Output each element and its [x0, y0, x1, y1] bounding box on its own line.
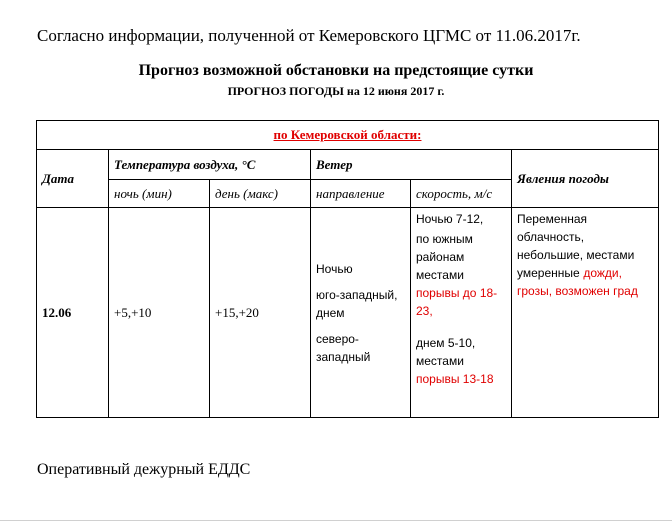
speed-subheader: скорость, м/с	[411, 180, 512, 208]
temperature-header: Температура воздуха, °С	[109, 150, 311, 180]
speed-south: по южным районам местами	[416, 232, 473, 282]
night-subheader: ночь (мин)	[109, 180, 210, 208]
speed-night: Ночью 7-12,	[416, 212, 484, 226]
night-temp-cell: +5,+10	[109, 208, 210, 418]
direction-night-label: Ночью	[316, 261, 353, 276]
speed-cell	[411, 208, 512, 418]
page-bottom-divider	[0, 520, 672, 521]
direction-day-value: северо-западный	[316, 331, 371, 364]
speed-gusts-night: порывы до 18-23,	[416, 286, 498, 318]
speed-day: днем 5-10, местами	[416, 336, 476, 368]
phenomena-red: дожди, грозы, возможен град	[517, 266, 638, 298]
date-cell: 12.06	[37, 208, 109, 418]
wind-header: Ветер	[311, 150, 512, 180]
phenomena-cell	[512, 208, 659, 418]
region-row	[37, 121, 659, 150]
direction-night-value: юго-западный, днем	[316, 287, 398, 320]
document-title: Прогноз возможной обстановки на предстоящие сутки	[138, 62, 534, 79]
phenomena-header: Явления погоды	[512, 150, 659, 208]
speed-gusts-day: порывы 13-18	[416, 372, 494, 386]
header-row	[37, 150, 659, 180]
intro-text: Согласно информации, полученной от Кемеровского ЦГМС от 11.06.2017г.	[37, 26, 581, 45]
forecast-table	[36, 120, 659, 418]
table-row	[37, 208, 659, 418]
direction-cell	[311, 208, 411, 418]
day-subheader: день (макс)	[210, 180, 311, 208]
footer-signature: Оперативный дежурный ЕДДС	[37, 461, 251, 478]
document-subtitle: ПРОГНОЗ ПОГОДЫ на 12 июня 2017 г.	[227, 84, 445, 98]
phenomena-text: Переменная облачность, небольшие, местами умеренные	[517, 212, 635, 280]
day-temp-cell: +15,+20	[210, 208, 311, 418]
date-header: Дата	[37, 150, 109, 208]
region-label: по Кемеровской области:	[37, 121, 659, 150]
direction-subheader: направление	[311, 180, 411, 208]
